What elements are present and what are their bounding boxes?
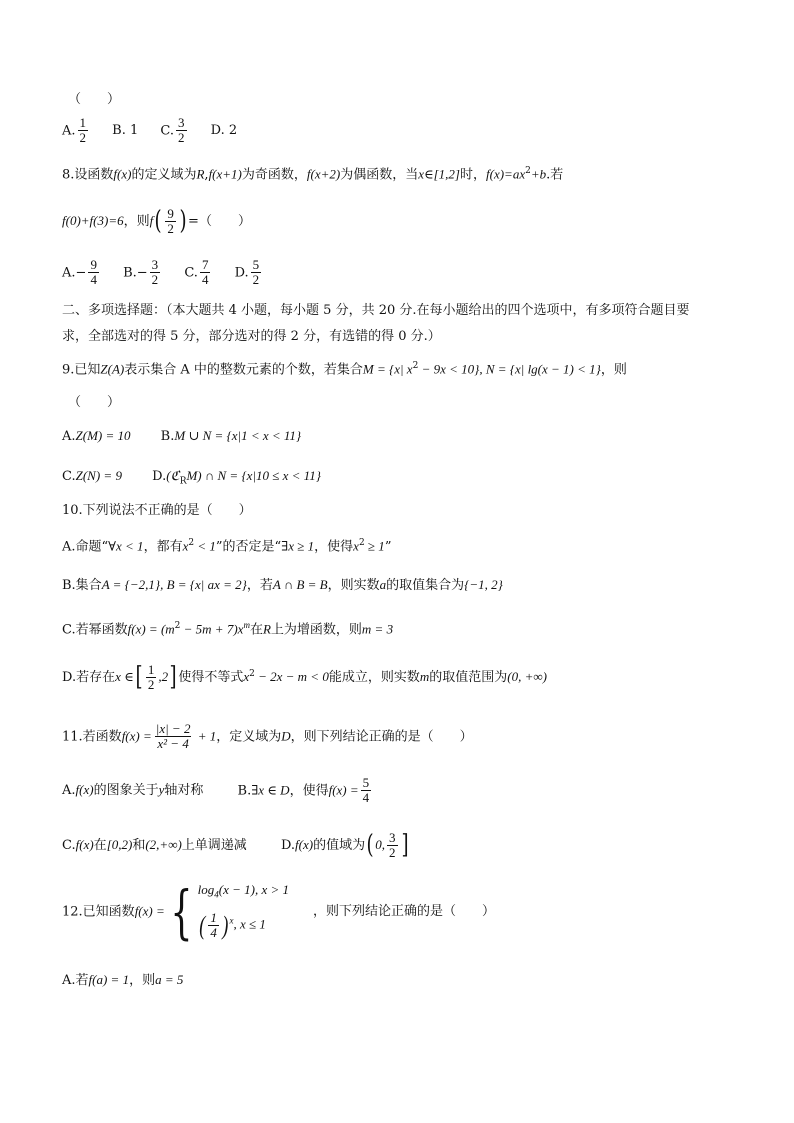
q9-option-d: D.(ℭ$_R$M) ∩ N = {x|10 ≤ x < 11} — [152, 468, 321, 487]
q7-bracket: （ ） — [68, 92, 121, 107]
q7-option-a: A. $\frac{1}{2}$ — [62, 115, 87, 146]
q11-option-b: B.∃x ∈ D，使得f(x) = $\frac{5}{4}$ — [237, 775, 370, 806]
q7-option-d: D. 2 — [210, 123, 238, 139]
q11-options-ab — [62, 776, 391, 806]
q10-option-d: D.若存在x ∈[ $\frac{1}{2}$ ,2] 使得不等式$x^2 - 2x - m < 0$能成立，则实数m的取值范围为(0, +∞) — [62, 661, 547, 693]
q9-options-cd — [62, 468, 339, 487]
q12-brace: { — [170, 877, 193, 946]
section-2-header-line-1: 二、多项选择题：（本大题共 4 小题，每小题 5 分，共 20 分.在每小题给出的四个选项中，有多项符合题目要 — [62, 303, 690, 318]
q10-option-b: B.集合A = {−2,1}, B = {x| ax = 2}，若A ∩ B = B，则实数a的取值集合为{−1, 2} — [62, 577, 503, 593]
q8-option-c: C. $\frac{7}{4}$ — [184, 257, 209, 288]
q7-option-b: B. 1 — [112, 123, 139, 139]
section-2-header-line-2: 求，全部选对的得 5 分，部分选对的得 2 分，有选错的得 0 分.） — [62, 329, 441, 344]
q11-options-cd — [62, 830, 428, 861]
q8-stem: 8.设函数f(x)的定义域为R,f(x+1)为奇函数，f(x+2)为偶函数，当x∈[1,2]时，$f(x)=ax^2+b$.若 — [62, 166, 564, 183]
q11-option-a: A.f(x)的图象关于y轴对称 — [62, 782, 204, 799]
q9-option-b: B.M ∪ N = {x|1 < x < 11} — [160, 428, 302, 444]
q8-condition: f(0)+f(3)=6，则f( $\frac{9}{2}$ ) =（ ） — [62, 205, 251, 237]
q7-options — [62, 116, 255, 146]
q8-option-a: A.− $\frac{9}{4}$ — [62, 257, 97, 288]
q10-option-a: A.命题“∀x < 1，都有$x^2 < 1$”的否定是“∃x ≥ 1，使得$x^2 \ge 1$” — [62, 538, 392, 555]
q8-option-d: D. $\frac{5}{2}$ — [234, 257, 260, 288]
q9-bracket: （ ） — [68, 395, 121, 410]
q11-option-c: C.f(x)在[0,2)和(2,+∞)上单调递减 — [62, 837, 247, 854]
q9-options-ab — [62, 428, 319, 445]
q7-option-c: C. $\frac{3}{2}$ — [160, 115, 185, 146]
q9-option-a: A.Z(M) = 10 — [62, 428, 131, 444]
q9-stem: 9.已知Z(A)表示集合 A 中的整数元素的个数，若集合M = {x| $x^2 - 9x < 10$}, N = {x| lg(x − 1) < 1}，则 — [62, 361, 627, 378]
q11-option-d: D.f(x)的值域为( 0, $\frac{3}{2}$ ] — [280, 829, 409, 861]
q8-option-b: B.− $\frac{3}{2}$ — [123, 257, 159, 288]
q12-piecewise: $\log_4(x - 1)$, x > 1 ( $\frac{1}{4}$ )$^x$, x ≤ 1 — [197, 882, 290, 941]
q12-option-a: A.若f(a) = 1，则a = 5 — [62, 972, 184, 988]
q10-stem: 10.下列说法不正确的是（ ） — [62, 503, 252, 518]
q9-option-c: C.Z(N) = 9 — [62, 468, 122, 484]
q10-option-c: C.若幂函数$f(x) = (m^2 - 5m + 7)x^m$在R上为增函数，则m = 3 — [62, 620, 394, 638]
q11-stem: 11.若函数f(x) = $\frac{|x| - 2}{\text{x² − 4}}$ + 1，定义域为D，则下列结论正确的是（ ） — [62, 721, 473, 752]
q12-stem: 12.已知函数f(x) ={ $\log_4(x - 1)$, x > 1 ( $\frac{1}{4}$ )$^x$, x ≤ 1 ，则下列结论正确的是（ ） — [62, 877, 496, 946]
q8-options — [62, 258, 281, 288]
